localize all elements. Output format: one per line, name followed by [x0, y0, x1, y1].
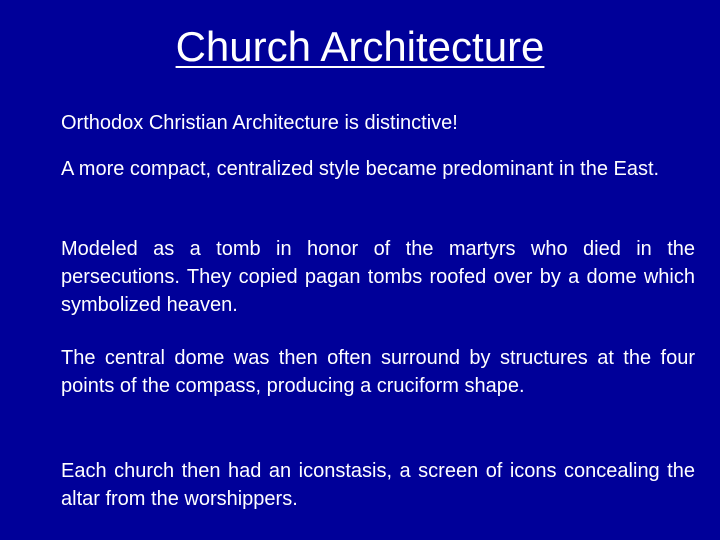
slide-title: Church Architecture: [175, 23, 545, 70]
paragraph-compact-style: A more compact, centralized style became predominant in the East.: [61, 158, 660, 180]
paragraph-iconostasis: Each church then had an iconstasis, a screen of icons concealing the altar from the worshippers.: [61, 460, 695, 510]
paragraph-tomb-model: Modeled as a tomb in honor of the martyrs who died in the persecutions. They copied pagan tombs roofed over by a dome which symbolized heaven.: [61, 238, 695, 316]
paragraph-distinctive: Orthodox Christian Architecture is distinctive!: [61, 112, 458, 134]
paragraph-central-dome: The central dome was then often surround by structures at the four points of the compass, producing a cruciform shape.: [61, 347, 695, 397]
